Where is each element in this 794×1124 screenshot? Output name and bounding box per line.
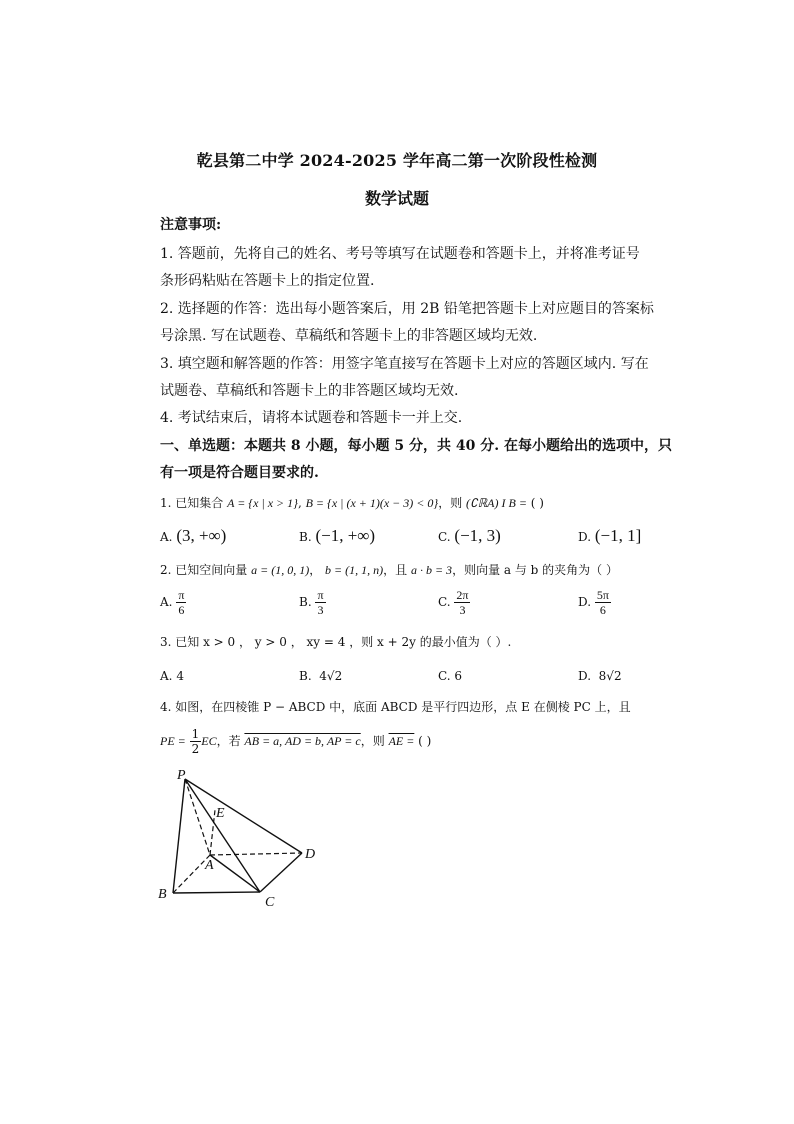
- q1-option-a: A. (3, +∞): [160, 526, 227, 545]
- question-4: 4. 如图，在四棱锥 P − ABCD 中，底面 ABCD 是平行四边形，点 E 在侧棱 PC 上，且: [160, 700, 631, 714]
- q1-option-d: D. (−1, 1]: [578, 526, 642, 545]
- edge-cd: [260, 853, 302, 892]
- label-e: E: [216, 806, 225, 821]
- q3-option-b: B. 4√2: [299, 669, 343, 683]
- q1-blank: ( ): [530, 496, 544, 510]
- label-p: P: [177, 768, 186, 783]
- question-4-line2: [160, 727, 431, 756]
- q1-prefix: 1. 已知集合: [160, 496, 224, 510]
- edge-ad-hidden: [210, 853, 302, 855]
- edge-pc: [185, 779, 260, 892]
- exam-title: 乾县第二中学 2024-2025 学年高二第一次阶段性检测: [196, 151, 598, 170]
- q2-ask: ，则向量 a 与 b 的夹角为（ ）: [452, 563, 618, 577]
- question-2: 2. 已知空间向量 a = (1, 0, 1)， b = (1, 1, n)，且 a · b = 3，则向量 a 与 b 的夹角为（ ）: [160, 563, 618, 577]
- q4-pe: PE =: [160, 734, 186, 748]
- q2-prefix: 2. 已知空间向量: [160, 563, 248, 577]
- q2-vector-b: b = (1, 1, n): [325, 563, 384, 577]
- q4-ec: EC: [201, 734, 217, 748]
- pyramid-figure: [155, 765, 335, 910]
- q4-ae: AE =: [388, 734, 415, 748]
- q4-vectors: AB = a, AD = b, AP = c: [244, 734, 361, 748]
- q2-option-d: D. $\frac{5\pi}{6}$: [578, 588, 609, 617]
- notice-line: 号涂黑. 写在试题卷、草稿纸和答题卡上的非答题区域均无效.: [160, 328, 538, 344]
- notice-line: 2. 选择题的作答：选出每小题答案后，用 2B 铅笔把答题卡上对应题目的答案标: [160, 301, 654, 317]
- notice-line: 3. 填空题和解答题的作答：用签字笔直接写在答题卡上对应的答题区域内. 写在: [160, 356, 649, 372]
- label-b: B: [158, 887, 167, 902]
- q1-set-b: B = {x | (x + 1)(x − 3) < 0}: [305, 496, 439, 510]
- q3-option-c: C. 6: [438, 669, 463, 683]
- exam-subtitle: 数学试题: [364, 189, 429, 208]
- label-d: D: [305, 847, 316, 862]
- question-1: 1. 已知集合 A = {x | x > 1}, B = {x | (x + 1)(x − 3) < 0}，则 (∁ℝA) I B = ( ): [160, 496, 544, 510]
- notice-line: 4. 考试结束后，请将本试题卷和答题卡一并上交.: [160, 410, 463, 426]
- q4-blank: ( ): [418, 734, 432, 748]
- label-a: A: [205, 858, 214, 873]
- q4-mid: ，若: [216, 734, 241, 748]
- q3-option-d: D. 8√2: [578, 669, 622, 683]
- question-3: 3. 已知 x > 0 ， y > 0 ， xy = 4 ，则 x + 2y 的最小值为（ ）.: [160, 635, 512, 649]
- q3-option-a: A. 4: [160, 669, 184, 683]
- q2-option-a: A. $\frac{\pi}{6}$: [160, 588, 185, 617]
- notice-line: 条形码粘贴在答题卡上的指定位置.: [160, 273, 375, 289]
- segment-ac: [210, 855, 260, 892]
- q4-ask: ，则: [360, 734, 385, 748]
- label-c: C: [265, 895, 275, 910]
- edge-bc: [173, 892, 260, 893]
- q1-option-c: C. (−1, 3): [438, 526, 501, 545]
- edge-pb: [173, 779, 185, 893]
- q2-cond-pre: ，且: [383, 563, 408, 577]
- edge-pd: [185, 779, 302, 853]
- q1-ask: ，则: [438, 496, 463, 510]
- q1-option-b: B. (−1, +∞): [299, 526, 376, 545]
- edge-pa-hidden: [185, 779, 210, 855]
- q2-option-c: C. $\frac{2\pi}{3}$: [438, 588, 469, 617]
- q4-fraction: $\frac{1}{2}$: [191, 727, 200, 756]
- section-heading-cont: 有一项是符合题目要求的.: [160, 465, 319, 481]
- q1-set-a: A = {x | x > 1}: [227, 496, 298, 510]
- q1-expression: (∁ℝA) I B =: [466, 496, 527, 510]
- section-heading: 一、单选题：本题共 8 小题，每小题 5 分，共 40 分. 在每小题给出的选项中，只: [160, 438, 672, 454]
- notice-line: 1. 答题前，先将自己的姓名、考号等填写在试题卷和答题卡上，并将准考证号: [160, 246, 640, 262]
- q2-option-b: B. $\frac{\pi}{3}$: [299, 588, 324, 617]
- q2-vector-a: a = (1, 0, 1): [251, 563, 310, 577]
- q2-condition: a · b = 3: [410, 563, 453, 577]
- notice-line: 试题卷、草稿纸和答题卡上的非答题区域均无效.: [160, 383, 459, 399]
- notice-heading: 注意事项:: [160, 217, 222, 233]
